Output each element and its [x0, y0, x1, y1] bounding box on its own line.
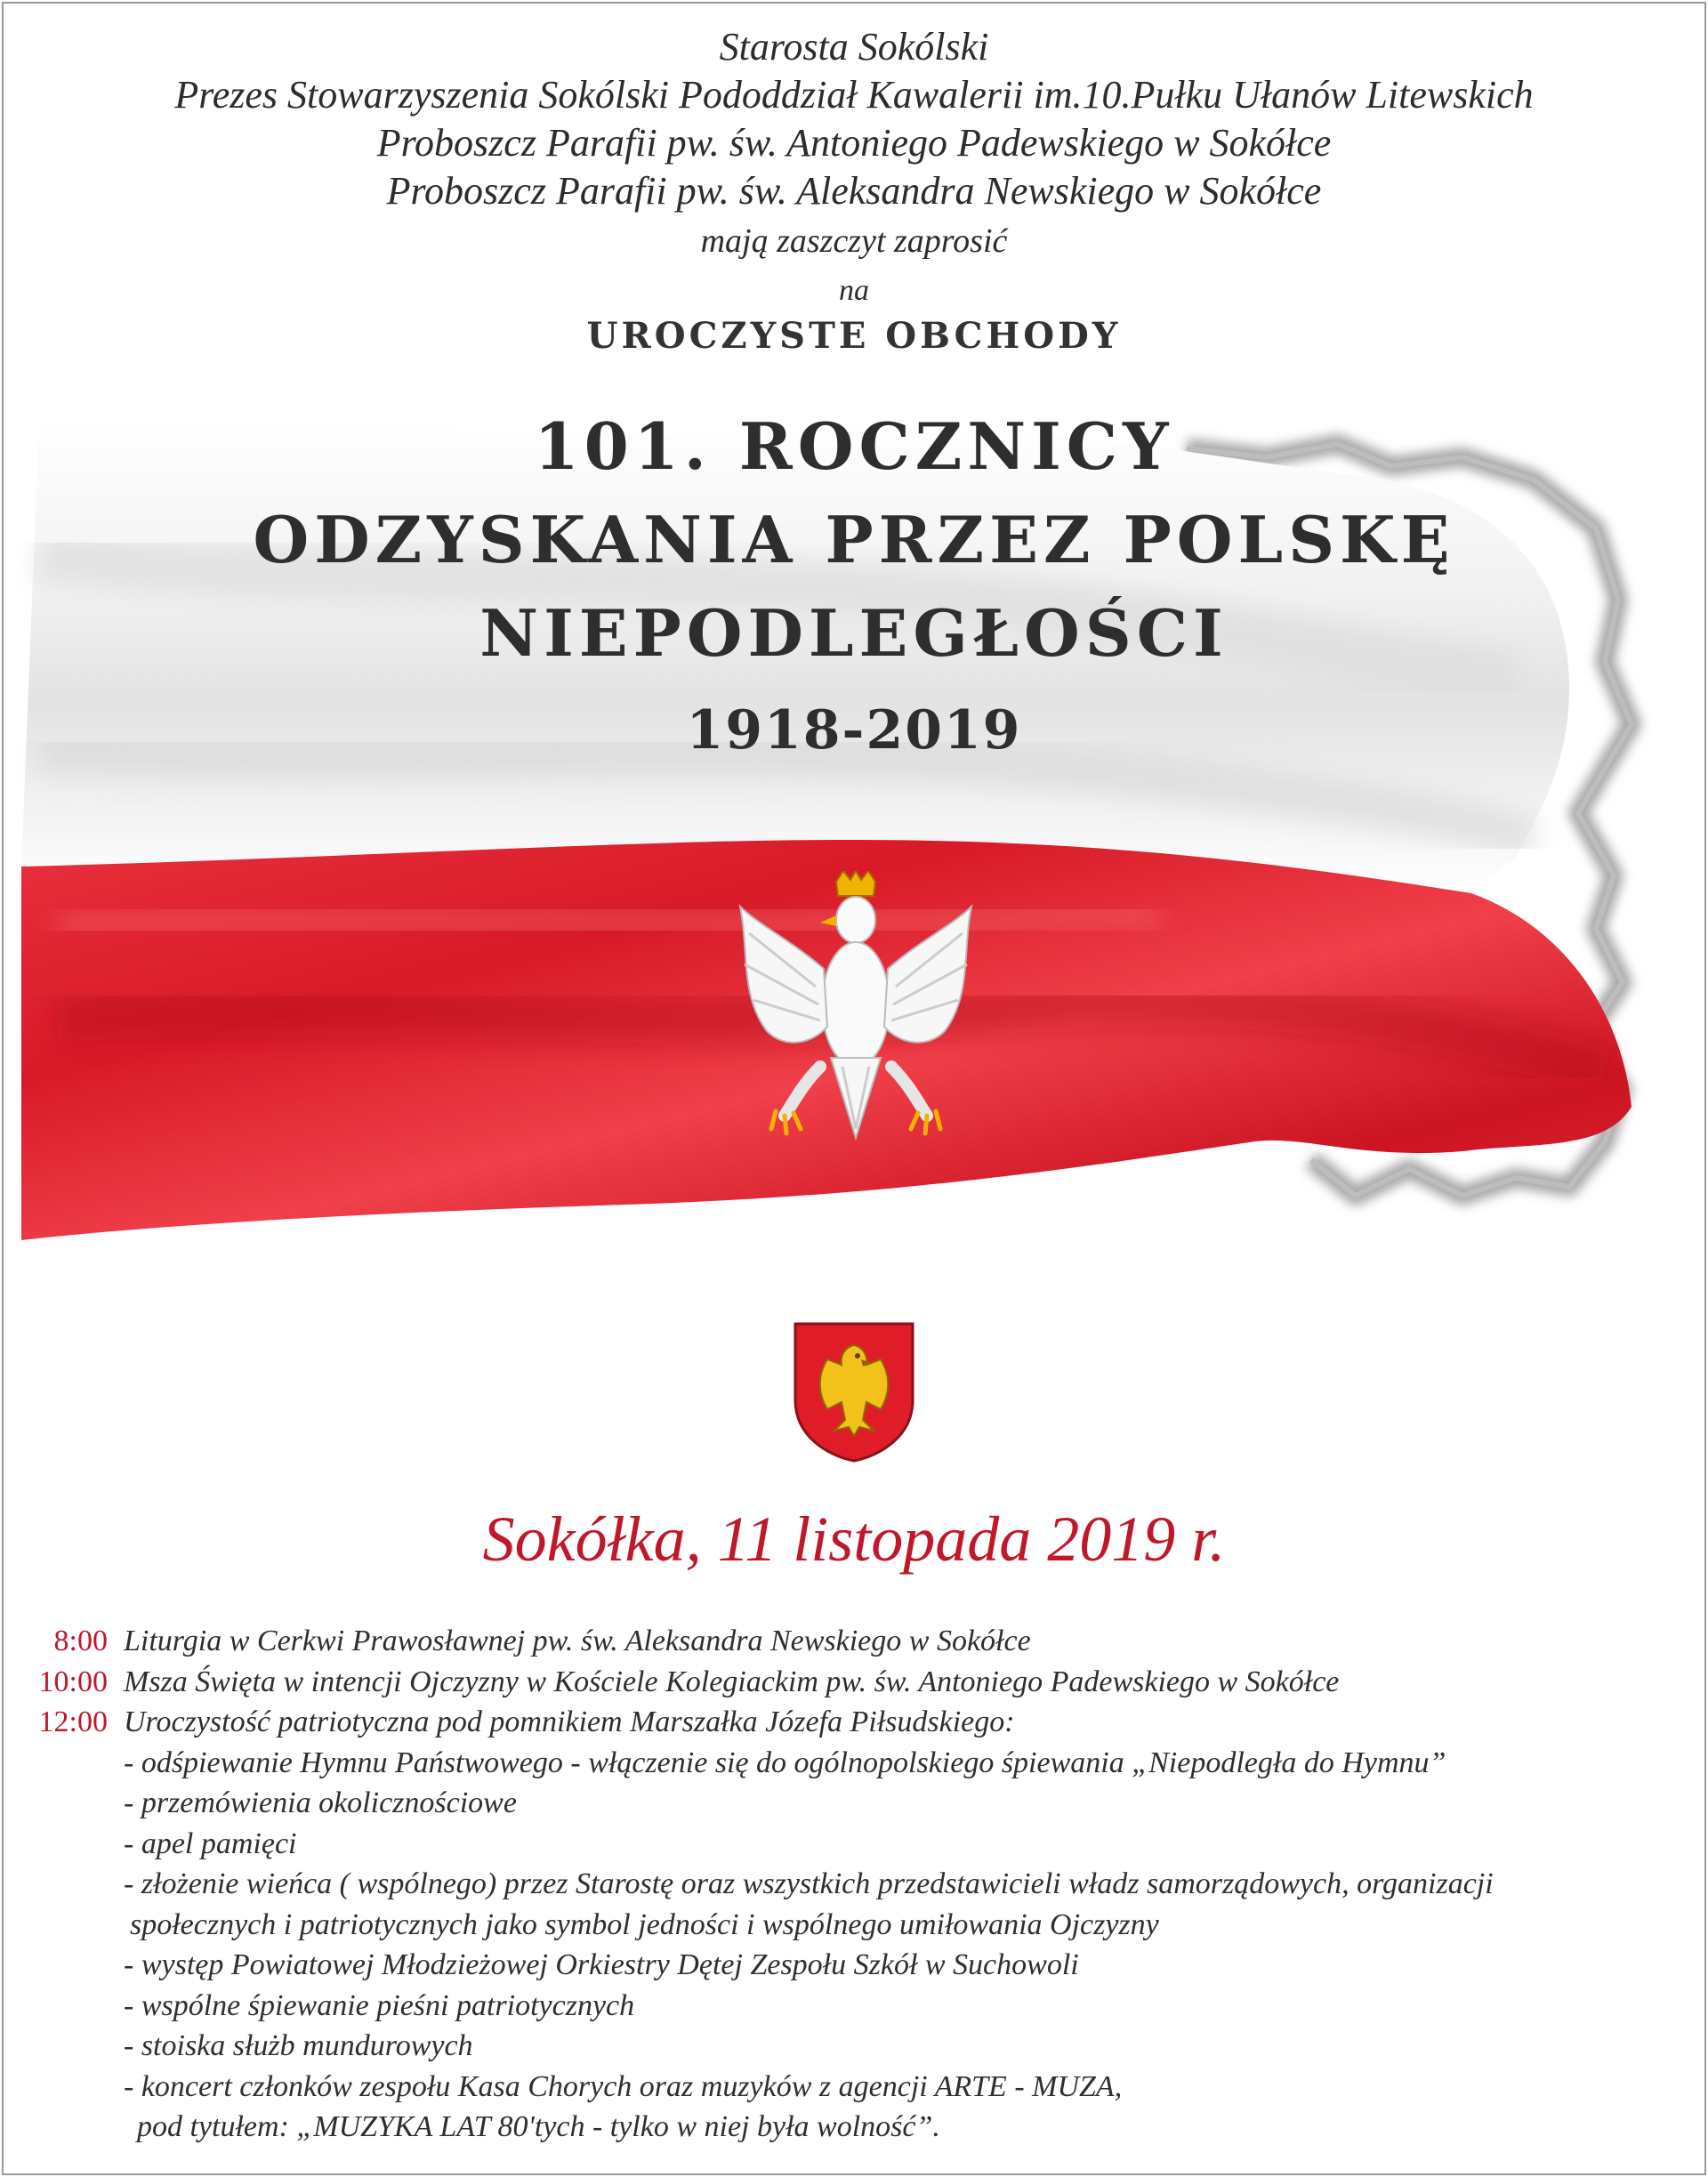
poster	[2, 2, 1706, 2175]
ceremony-item-speeches: - przemówienia okolicznościowe	[124, 1786, 517, 1819]
ceremony-item-stands: - stoiska służb mundurowych	[124, 2029, 473, 2062]
header-line-starosta: Starosta Sokólski	[719, 25, 989, 69]
title-rocznicy: 101. ROCZNICY	[534, 408, 1174, 484]
ceremony-item-songs: - wspólne śpiewanie pieśni patriotycznych	[124, 1988, 635, 2022]
ceremony-item-orchestra: - występ Powiatowej Młodzieżowej Orkiestry Dętej Zespołu Szkół w Suchowoli	[124, 1948, 1079, 1981]
title-years: 1918-2019	[686, 699, 1022, 762]
header-line-prezes: Prezes Stowarzyszenia Sokólski Pododdział Kawalerii im.10.Pułku Ułanów Litewskich	[174, 73, 1534, 117]
program-item	[23, 1662, 1696, 1703]
ceremony-item-roll-call: - apel pamięci	[124, 1826, 297, 1860]
ceremony-item-concert-title: pod tytułem: „MUZYKA LAT 80'tych - tylko w niej była wolność”.	[137, 2110, 940, 2143]
program-item	[23, 1621, 1696, 1662]
event-subtitle: UROCZYSTE OBCHODY	[586, 315, 1122, 357]
program-text: Uroczystość patriotyczna pod pomnikiem Marszałka Józefa Piłsudskiego:	[124, 1705, 1015, 1738]
header-line-proboszcz-2: Proboszcz Parafii pw. św. Aleksandra Newskiego w Sokółce	[386, 169, 1322, 213]
sokolka-crest-icon	[792, 1320, 916, 1463]
event-place-date: Sokółka, 11 listopada 2019 r.	[482, 1504, 1226, 1575]
ceremony-item-concert: - koncert członków zespołu Kasa Chorych oraz muzyków z agencji ARTE - MUZA,	[124, 2069, 1123, 2103]
ceremony-item-wreath: - złożenie wieńca ( wspólnego) przez Starostę oraz wszystkich przedstawicieli władz samorządowych, organizacji	[124, 1867, 1494, 1900]
program-text: Liturgia w Cerkwi Prawosławnej pw. św. Aleksandra Newskiego w Sokółce	[124, 1625, 1031, 1657]
header-line-na: na	[839, 274, 869, 307]
program-item	[23, 1702, 1696, 1743]
program-list	[23, 1621, 1696, 2148]
program-text: Msza Święta w intencji Ojczyzny w Kościele Kolegiackim pw. św. Antoniego Padewskiego w Sokółce	[124, 1665, 1340, 1698]
ceremony-item-anthem: - odśpiewanie Hymnu Państwowego - włączenie się do ogólnopolskiego śpiewania „Niepodległa do Hymnu”	[124, 1746, 1446, 1779]
header-line-invite: mają zaszczyt zaprosić	[700, 222, 1008, 260]
ceremony-item-wreath-cont: społecznych i patriotycznych jako symbol jedności i wspólnego umiłowania Ojczyzny	[130, 1907, 1159, 1941]
program-time: 8:00	[53, 1625, 108, 1657]
title-odzyskania: ODZYSKANIA PRZEZ POLSKĘ	[253, 502, 1455, 577]
title-niepodleglosci: NIEPODLEGŁOŚCI	[479, 595, 1229, 671]
program-time: 12:00	[38, 1705, 108, 1738]
program-time: 10:00	[38, 1665, 108, 1698]
header-line-proboszcz-1: Proboszcz Parafii pw. św. Antoniego Padewskiego w Sokółce	[376, 121, 1332, 165]
white-eagle-icon	[731, 871, 980, 1156]
